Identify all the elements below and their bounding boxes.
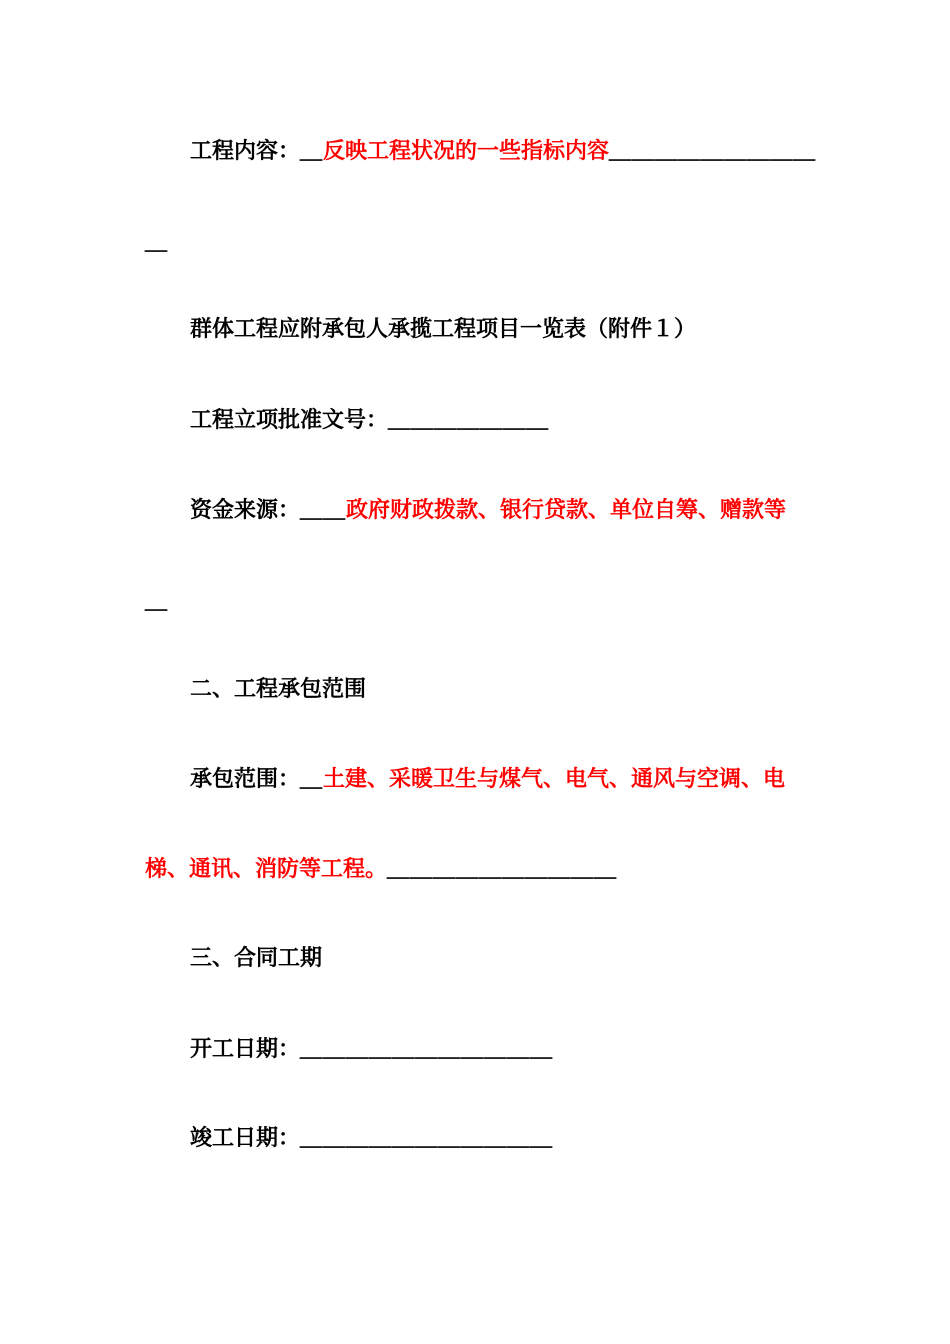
section-2-title: 二、工程承包范围 <box>190 676 367 702</box>
start-date-blank: ＿＿＿＿＿＿＿＿＿＿＿ <box>300 1036 554 1062</box>
project-content-line <box>0 137 950 165</box>
section-3-heading <box>0 944 950 972</box>
scope-pre-blank: ＿ <box>300 766 324 792</box>
group-note-text: 群体工程应附承包人承揽工程项目一览表（附件１） <box>190 316 697 342</box>
start-date-line <box>0 1035 950 1063</box>
approval-no-line <box>0 406 950 434</box>
project-content-pre-blank: ＿ <box>300 138 324 164</box>
scope-wrap-line <box>0 855 950 883</box>
end-date-label: 竣工日期： <box>190 1125 301 1151</box>
scope-label: 承包范围： <box>190 766 301 792</box>
project-content-post-blank: ＿＿＿＿＿＿＿＿＿ <box>609 138 817 164</box>
scope-line <box>0 765 950 793</box>
project-content-label: 工程内容： <box>190 138 301 164</box>
project-content-wrap-line <box>0 228 950 256</box>
section-2-heading <box>0 675 950 703</box>
funding-pre-blank: ＿＿ <box>300 497 347 523</box>
funding-wrap-line <box>0 587 950 615</box>
funding-label: 资金来源： <box>190 497 301 523</box>
scope-value-line1: 土建、采暖卫生与煤气、电气、通风与空调、电 <box>323 766 786 792</box>
scope-post-blank: ＿＿＿＿＿＿＿＿＿＿ <box>387 856 618 882</box>
scope-value-line2: 梯、通讯、消防等工程。 <box>145 856 388 882</box>
group-note-line <box>0 315 950 343</box>
funding-line <box>0 496 950 524</box>
start-date-label: 开工日期： <box>190 1036 301 1062</box>
project-content-value: 反映工程状况的一些指标内容 <box>323 138 610 164</box>
project-content-wrap-blank: ＿ <box>145 229 169 255</box>
section-3-title: 三、合同工期 <box>190 945 323 971</box>
approval-no-blank: ＿＿＿＿＿＿＿ <box>388 407 550 433</box>
end-date-line <box>0 1124 950 1152</box>
funding-value: 政府财政拨款、银行贷款、单位自筹、赠款等 <box>346 497 787 523</box>
end-date-blank: ＿＿＿＿＿＿＿＿＿＿＿ <box>300 1125 554 1151</box>
funding-wrap-blank: ＿ <box>145 588 169 614</box>
approval-no-label: 工程立项批准文号： <box>190 407 389 433</box>
